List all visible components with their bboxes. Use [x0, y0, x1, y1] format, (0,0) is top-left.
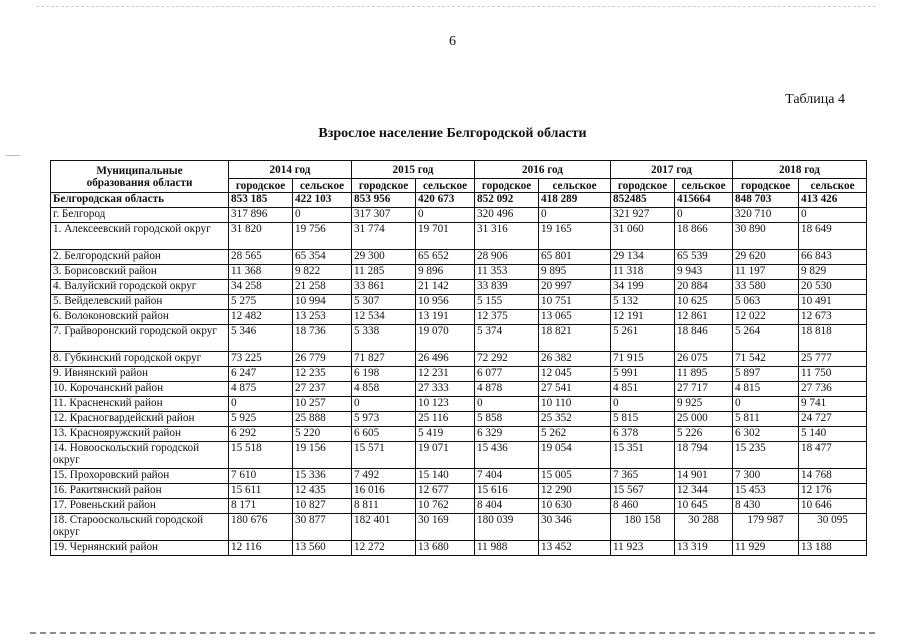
- urban-value: 180 039: [475, 514, 539, 541]
- urban-value: 321 927: [611, 208, 675, 223]
- urban-value: 180 676: [229, 514, 293, 541]
- urban-value: 0: [352, 397, 416, 412]
- rural-value: 19 701: [416, 223, 475, 250]
- table-row: [51, 280, 867, 295]
- urban-value: 852485: [611, 193, 675, 208]
- urban-value: 5 811: [733, 412, 799, 427]
- urban-value: 71 827: [352, 352, 416, 367]
- rural-value: 21 258: [293, 280, 352, 295]
- rural-value: 9 741: [799, 397, 867, 412]
- rural-value: 13 560: [293, 541, 352, 556]
- rural-value: 5 262: [539, 427, 611, 442]
- urban-value: 7 492: [352, 469, 416, 484]
- rural-value: 13 188: [799, 541, 867, 556]
- rural-value: 10 491: [799, 295, 867, 310]
- urban-value: 7 404: [475, 469, 539, 484]
- rural-value: 11 895: [675, 367, 733, 382]
- rural-value: 19 071: [416, 442, 475, 469]
- urban-value: 4 875: [229, 382, 293, 397]
- table-row: [51, 367, 867, 382]
- urban-value: 71 915: [611, 352, 675, 367]
- header-year-2016: 2016 год: [475, 161, 611, 179]
- table-label: Таблица 4: [785, 92, 845, 107]
- rural-value: 26 496: [416, 352, 475, 367]
- urban-value: 6 198: [352, 367, 416, 382]
- urban-value: 71 542: [733, 352, 799, 367]
- table-row: [51, 484, 867, 499]
- urban-value: 11 929: [733, 541, 799, 556]
- rural-value: 9 829: [799, 265, 867, 280]
- rural-value: 0: [416, 208, 475, 223]
- urban-value: 4 878: [475, 382, 539, 397]
- rural-value: 30 346: [539, 514, 611, 541]
- urban-value: 11 368: [229, 265, 293, 280]
- scan-bottom-edge: [30, 632, 875, 634]
- municipality-name: 13. Краснояружский район: [51, 427, 229, 442]
- rural-value: 25 888: [293, 412, 352, 427]
- urban-value: 11 923: [611, 541, 675, 556]
- urban-value: 33 839: [475, 280, 539, 295]
- header-municipality: [51, 161, 229, 193]
- rural-value: 30 095: [799, 514, 867, 541]
- urban-value: 5 275: [229, 295, 293, 310]
- urban-value: 5 346: [229, 325, 293, 352]
- rural-value: 18 866: [675, 223, 733, 250]
- rural-value: 20 530: [799, 280, 867, 295]
- urban-value: 4 858: [352, 382, 416, 397]
- urban-value: 8 460: [611, 499, 675, 514]
- rural-value: 11 750: [799, 367, 867, 382]
- rural-value: 9 925: [675, 397, 733, 412]
- urban-value: 8 171: [229, 499, 293, 514]
- rural-value: 5 226: [675, 427, 733, 442]
- urban-value: 15 567: [611, 484, 675, 499]
- urban-value: 72 292: [475, 352, 539, 367]
- urban-value: 5 374: [475, 325, 539, 352]
- rural-value: 25 777: [799, 352, 867, 367]
- table-row: [51, 223, 867, 250]
- urban-value: 33 580: [733, 280, 799, 295]
- rural-value: 18 794: [675, 442, 733, 469]
- municipality-name: 15. Прохоровский район: [51, 469, 229, 484]
- table-row: [51, 442, 867, 469]
- rural-value: 10 257: [293, 397, 352, 412]
- urban-value: 29 134: [611, 250, 675, 265]
- rural-value: 19 054: [539, 442, 611, 469]
- rural-value: 0: [539, 208, 611, 223]
- rural-value: 15 005: [539, 469, 611, 484]
- rural-value: 12 176: [799, 484, 867, 499]
- urban-value: 12 191: [611, 310, 675, 325]
- rural-value: 13 319: [675, 541, 733, 556]
- table-row: [51, 325, 867, 352]
- rural-value: 13 680: [416, 541, 475, 556]
- rural-value: 422 103: [293, 193, 352, 208]
- rural-value: 5 419: [416, 427, 475, 442]
- urban-value: 30 890: [733, 223, 799, 250]
- rural-value: 12 435: [293, 484, 352, 499]
- urban-value: 15 518: [229, 442, 293, 469]
- urban-value: 12 022: [733, 310, 799, 325]
- urban-value: 6 378: [611, 427, 675, 442]
- table-row: [51, 352, 867, 367]
- population-table: [50, 160, 867, 556]
- header-row-years: [51, 161, 867, 179]
- urban-value: 320 710: [733, 208, 799, 223]
- urban-value: 15 616: [475, 484, 539, 499]
- urban-value: 28 565: [229, 250, 293, 265]
- urban-value: 6 329: [475, 427, 539, 442]
- urban-value: 8 430: [733, 499, 799, 514]
- municipality-name: 4. Валуйский городской округ: [51, 280, 229, 295]
- rural-value: 27 717: [675, 382, 733, 397]
- urban-value: 11 988: [475, 541, 539, 556]
- urban-value: 179 987: [733, 514, 799, 541]
- urban-value: 317 307: [352, 208, 416, 223]
- rural-value: 420 673: [416, 193, 475, 208]
- urban-value: 5 991: [611, 367, 675, 382]
- municipality-name: 2. Белгородский район: [51, 250, 229, 265]
- urban-value: 0: [229, 397, 293, 412]
- urban-value: 12 375: [475, 310, 539, 325]
- rural-value: 10 827: [293, 499, 352, 514]
- municipality-name: 17. Ровеньский район: [51, 499, 229, 514]
- rural-value: 65 801: [539, 250, 611, 265]
- rural-value: 26 382: [539, 352, 611, 367]
- urban-value: 15 351: [611, 442, 675, 469]
- rural-value: 21 142: [416, 280, 475, 295]
- document-title: Взрослое население Белгородской области: [318, 126, 587, 141]
- urban-value: 12 482: [229, 310, 293, 325]
- header-rural: сельское: [416, 179, 475, 193]
- municipality-name: 14. Новооскольский городской округ: [51, 442, 229, 469]
- rural-value: 19 070: [416, 325, 475, 352]
- urban-value: 7 300: [733, 469, 799, 484]
- header-urban: городское: [733, 179, 799, 193]
- urban-value: 5 261: [611, 325, 675, 352]
- municipality-name: 16. Ракитянский район: [51, 484, 229, 499]
- rural-value: 9 896: [416, 265, 475, 280]
- table-row: [51, 208, 867, 223]
- rural-value: 30 169: [416, 514, 475, 541]
- municipality-name: 19. Чернянский район: [51, 541, 229, 556]
- header-municipality-line1: Муниципальные: [96, 164, 183, 177]
- urban-value: 317 896: [229, 208, 293, 223]
- header-year-2018: 2018 год: [733, 161, 867, 179]
- municipality-name: 11. Красненский район: [51, 397, 229, 412]
- municipality-name: 9. Ивнянский район: [51, 367, 229, 382]
- rural-value: 14 901: [675, 469, 733, 484]
- urban-value: 5 925: [229, 412, 293, 427]
- rural-value: 12 290: [539, 484, 611, 499]
- urban-value: 16 016: [352, 484, 416, 499]
- rural-value: 30 877: [293, 514, 352, 541]
- table-body: [51, 193, 867, 556]
- urban-value: 320 496: [475, 208, 539, 223]
- rural-value: 12 235: [293, 367, 352, 382]
- rural-value: 18 736: [293, 325, 352, 352]
- rural-value: 26 779: [293, 352, 352, 367]
- rural-value: 12 344: [675, 484, 733, 499]
- urban-value: 7 365: [611, 469, 675, 484]
- urban-value: 5 307: [352, 295, 416, 310]
- urban-value: 11 285: [352, 265, 416, 280]
- urban-value: 15 571: [352, 442, 416, 469]
- header-year-2014: 2014 год: [229, 161, 352, 179]
- urban-value: 11 197: [733, 265, 799, 280]
- urban-value: 852 092: [475, 193, 539, 208]
- urban-value: 848 703: [733, 193, 799, 208]
- rural-value: 27 237: [293, 382, 352, 397]
- rural-value: 0: [675, 208, 733, 223]
- rural-value: 20 997: [539, 280, 611, 295]
- rural-value: 26 075: [675, 352, 733, 367]
- rural-value: 12 673: [799, 310, 867, 325]
- rural-value: 13 065: [539, 310, 611, 325]
- urban-value: 5 264: [733, 325, 799, 352]
- table-row: [51, 541, 867, 556]
- header-rural: сельское: [539, 179, 611, 193]
- table-row: [51, 250, 867, 265]
- table-row: [51, 499, 867, 514]
- rural-value: 18 846: [675, 325, 733, 352]
- municipality-name: 8. Губкинский городской округ: [51, 352, 229, 367]
- urban-value: 12 272: [352, 541, 416, 556]
- urban-value: 5 858: [475, 412, 539, 427]
- urban-value: 15 611: [229, 484, 293, 499]
- table-row: [51, 427, 867, 442]
- header-urban: городское: [229, 179, 293, 193]
- urban-value: 5 132: [611, 295, 675, 310]
- scan-mark: [6, 155, 20, 156]
- rural-value: 19 756: [293, 223, 352, 250]
- urban-value: 15 453: [733, 484, 799, 499]
- rural-value: 65 539: [675, 250, 733, 265]
- table-row: [51, 193, 867, 208]
- rural-value: 13 191: [416, 310, 475, 325]
- rural-value: 15 336: [293, 469, 352, 484]
- header-rural: сельское: [799, 179, 867, 193]
- rural-value: 18 818: [799, 325, 867, 352]
- urban-value: 73 225: [229, 352, 293, 367]
- rural-value: 15 140: [416, 469, 475, 484]
- rural-value: 14 768: [799, 469, 867, 484]
- rural-value: 25 000: [675, 412, 733, 427]
- urban-value: 31 316: [475, 223, 539, 250]
- rural-value: 0: [799, 208, 867, 223]
- rural-value: 5 140: [799, 427, 867, 442]
- urban-value: 182 401: [352, 514, 416, 541]
- urban-value: 33 861: [352, 280, 416, 295]
- rural-value: 19 165: [539, 223, 611, 250]
- header-year-2017: 2017 год: [611, 161, 733, 179]
- table-row: [51, 295, 867, 310]
- urban-value: 4 851: [611, 382, 675, 397]
- table-row: [51, 265, 867, 280]
- urban-value: 5 338: [352, 325, 416, 352]
- urban-value: 31 774: [352, 223, 416, 250]
- urban-value: 180 158: [611, 514, 675, 541]
- rural-value: 24 727: [799, 412, 867, 427]
- rural-value: 25 352: [539, 412, 611, 427]
- urban-value: 15 235: [733, 442, 799, 469]
- urban-value: 29 300: [352, 250, 416, 265]
- rural-value: 10 630: [539, 499, 611, 514]
- rural-value: 66 843: [799, 250, 867, 265]
- urban-value: 28 906: [475, 250, 539, 265]
- rural-value: 30 288: [675, 514, 733, 541]
- municipality-name: Белгородская область: [51, 193, 229, 208]
- scan-top-edge: [36, 6, 876, 7]
- municipality-name: г. Белгород: [51, 208, 229, 223]
- header-year-2015: 2015 год: [352, 161, 475, 179]
- municipality-name: 10. Корочанский район: [51, 382, 229, 397]
- rural-value: 418 289: [539, 193, 611, 208]
- rural-value: 18 649: [799, 223, 867, 250]
- urban-value: 11 318: [611, 265, 675, 280]
- municipality-name: 18. Старооскольский городской округ: [51, 514, 229, 541]
- header-urban: городское: [352, 179, 416, 193]
- municipality-name: 12. Красногвардейский район: [51, 412, 229, 427]
- rural-value: 415664: [675, 193, 733, 208]
- rural-value: 18 821: [539, 325, 611, 352]
- page-number: 6: [449, 34, 456, 49]
- rural-value: 27 333: [416, 382, 475, 397]
- header-urban: городское: [475, 179, 539, 193]
- municipality-name: 6. Волоконовский район: [51, 310, 229, 325]
- urban-value: 853 185: [229, 193, 293, 208]
- rural-value: 5 220: [293, 427, 352, 442]
- rural-value: 65 652: [416, 250, 475, 265]
- urban-value: 0: [733, 397, 799, 412]
- rural-value: 13 452: [539, 541, 611, 556]
- urban-value: 8 404: [475, 499, 539, 514]
- rural-value: 19 156: [293, 442, 352, 469]
- urban-value: 29 620: [733, 250, 799, 265]
- rural-value: 9 822: [293, 265, 352, 280]
- urban-value: 853 956: [352, 193, 416, 208]
- urban-value: 6 605: [352, 427, 416, 442]
- urban-value: 0: [611, 397, 675, 412]
- rural-value: 10 123: [416, 397, 475, 412]
- rural-value: 9 943: [675, 265, 733, 280]
- urban-value: 7 610: [229, 469, 293, 484]
- rural-value: 12 045: [539, 367, 611, 382]
- urban-value: 5 815: [611, 412, 675, 427]
- urban-value: 15 436: [475, 442, 539, 469]
- rural-value: 0: [293, 208, 352, 223]
- urban-value: 34 199: [611, 280, 675, 295]
- municipality-name: 3. Борисовский район: [51, 265, 229, 280]
- rural-value: 65 354: [293, 250, 352, 265]
- header-urban: городское: [611, 179, 675, 193]
- table-row: [51, 382, 867, 397]
- urban-value: 5 155: [475, 295, 539, 310]
- table-row: [51, 514, 867, 541]
- urban-value: 5 897: [733, 367, 799, 382]
- urban-value: 5 063: [733, 295, 799, 310]
- rural-value: 27 541: [539, 382, 611, 397]
- urban-value: 12 534: [352, 310, 416, 325]
- rural-value: 413 426: [799, 193, 867, 208]
- urban-value: 5 973: [352, 412, 416, 427]
- urban-value: 4 815: [733, 382, 799, 397]
- urban-value: 31 060: [611, 223, 675, 250]
- table-row: [51, 412, 867, 427]
- urban-value: 6 292: [229, 427, 293, 442]
- rural-value: 10 110: [539, 397, 611, 412]
- header-rural: сельское: [293, 179, 352, 193]
- rural-value: 12 677: [416, 484, 475, 499]
- rural-value: 20 884: [675, 280, 733, 295]
- table-row: [51, 469, 867, 484]
- rural-value: 25 116: [416, 412, 475, 427]
- rural-value: 12 861: [675, 310, 733, 325]
- rural-value: 13 253: [293, 310, 352, 325]
- urban-value: 31 820: [229, 223, 293, 250]
- rural-value: 9 895: [539, 265, 611, 280]
- table-row: [51, 397, 867, 412]
- urban-value: 0: [475, 397, 539, 412]
- municipality-name: 7. Грайворонский городской округ: [51, 325, 229, 352]
- rural-value: 10 646: [799, 499, 867, 514]
- urban-value: 6 077: [475, 367, 539, 382]
- rural-value: 10 994: [293, 295, 352, 310]
- urban-value: 6 302: [733, 427, 799, 442]
- rural-value: 10 751: [539, 295, 611, 310]
- urban-value: 6 247: [229, 367, 293, 382]
- table-row: [51, 310, 867, 325]
- header-municipality-line2: образования области: [86, 176, 193, 189]
- rural-value: 12 231: [416, 367, 475, 382]
- rural-value: 10 762: [416, 499, 475, 514]
- rural-value: 10 956: [416, 295, 475, 310]
- municipality-name: 1. Алексеевский городской округ: [51, 223, 229, 250]
- rural-value: 10 625: [675, 295, 733, 310]
- urban-value: 34 258: [229, 280, 293, 295]
- rural-value: 10 645: [675, 499, 733, 514]
- urban-value: 11 353: [475, 265, 539, 280]
- rural-value: 27 736: [799, 382, 867, 397]
- urban-value: 12 116: [229, 541, 293, 556]
- municipality-name: 5. Вейделевский район: [51, 295, 229, 310]
- header-rural: сельское: [675, 179, 733, 193]
- rural-value: 18 477: [799, 442, 867, 469]
- urban-value: 8 811: [352, 499, 416, 514]
